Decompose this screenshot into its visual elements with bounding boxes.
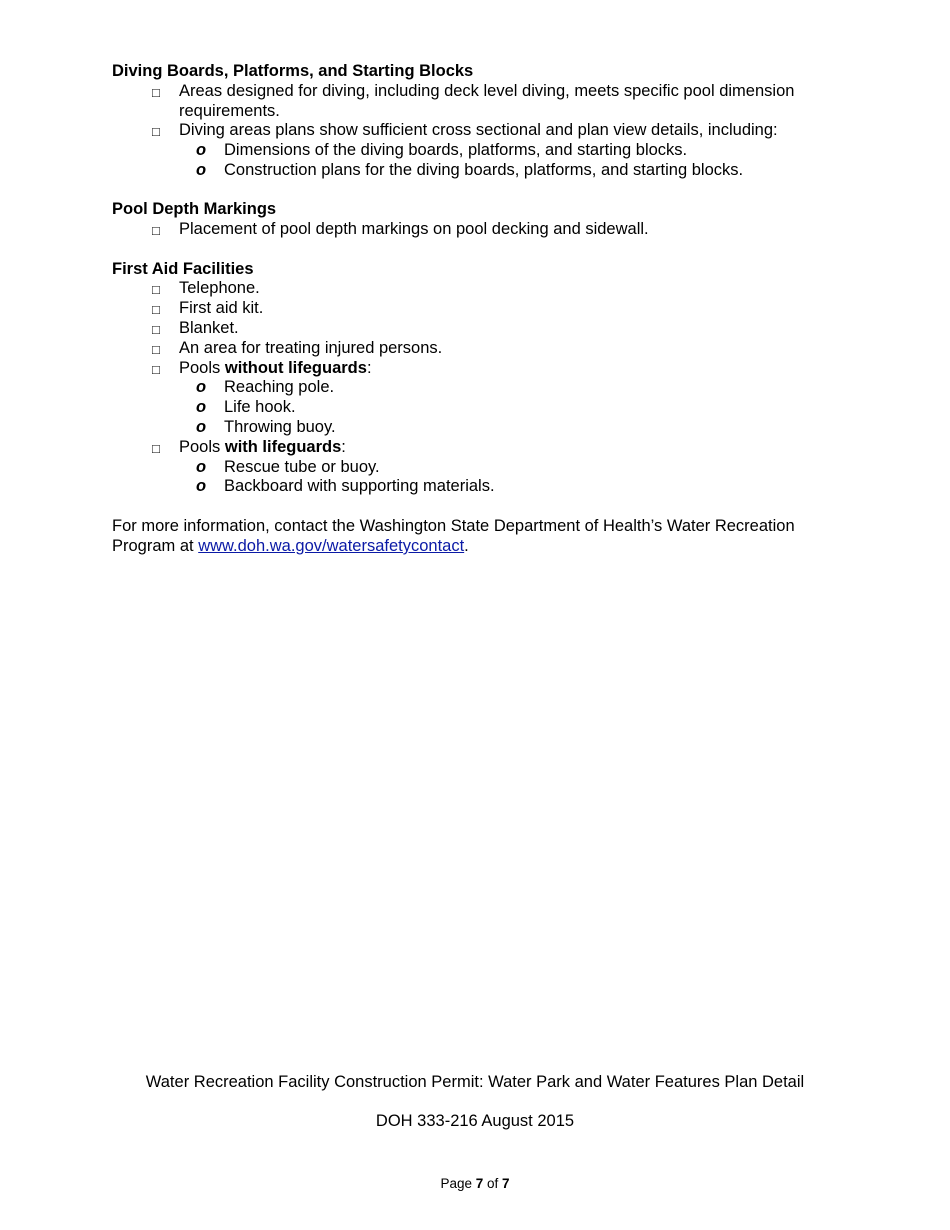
section-heading: Pool Depth Markings: [112, 200, 277, 219]
sublist-item-text: Backboard with supporting materials.: [224, 477, 495, 496]
list-item-text: Blanket.: [179, 318, 239, 337]
list-item-text: First aid kit.: [179, 299, 264, 318]
checklist: [112, 220, 842, 240]
checkbox-bullet-icon: □: [152, 223, 160, 239]
checklist: [112, 82, 842, 181]
list-item-text: Telephone.: [179, 279, 260, 298]
sublist: [179, 458, 842, 498]
item-suffix: :: [341, 437, 346, 456]
circle-bullet-icon: o: [196, 160, 207, 179]
circle-bullet-icon: o: [196, 457, 207, 476]
circle-bullet-icon: o: [196, 378, 207, 397]
sublist-item: [196, 141, 842, 161]
sublist-item-text: Rescue tube or buoy.: [224, 457, 380, 476]
circle-bullet-icon: o: [196, 417, 207, 436]
list-item: [152, 338, 842, 359]
checkbox-bullet-icon: □: [152, 302, 160, 318]
page-label: Page: [440, 1176, 476, 1191]
circle-bullet-icon: o: [196, 398, 207, 417]
contact-end: .: [464, 536, 469, 555]
sublist-item: [196, 378, 842, 398]
page-of: of: [483, 1176, 503, 1191]
sublist-item-text: Reaching pole.: [224, 378, 335, 397]
section-depth-markings: [112, 200, 842, 240]
section-heading: Diving Boards, Platforms, and Starting Blocks: [112, 62, 474, 80]
sublist-item-text: Throwing buoy.: [224, 417, 336, 436]
sublist-item: [196, 477, 842, 497]
sublist-item-text: Dimensions of the diving boards, platforms, and starting blocks.: [224, 141, 688, 160]
sublist: [179, 141, 842, 181]
list-item-text: An area for treating injured persons.: [179, 338, 443, 357]
list-item: [152, 220, 842, 240]
checkbox-bullet-icon: □: [152, 124, 160, 140]
checklist: [112, 279, 842, 497]
list-item: [152, 318, 842, 339]
list-item: [152, 279, 842, 299]
list-item: [152, 81, 842, 122]
item-prefix: Pools: [179, 358, 225, 377]
sublist-item: [196, 457, 842, 478]
page-number: [0, 1174, 950, 1194]
footer-doc-number: DOH 333-216 August 2015: [375, 1112, 575, 1130]
sublist-item-text: Construction plans for the diving boards, platforms, and starting blocks.: [224, 160, 744, 179]
section-first-aid: [112, 260, 842, 498]
contact-text: For more information, contact the Washington State Department of Health’s Water Recreation Program at: [112, 517, 795, 555]
sublist: [179, 378, 842, 437]
page-total: 7: [502, 1176, 510, 1191]
list-item-text: [179, 438, 346, 456]
sublist-item-text: Life hook.: [224, 398, 296, 417]
item-prefix: Pools: [179, 437, 225, 456]
item-emphasis: with lifeguards: [224, 437, 342, 456]
item-suffix: :: [366, 358, 372, 377]
watersafety-contact-link[interactable]: www.doh.wa.gov/watersafetycontact: [198, 536, 465, 555]
item-emphasis: without lifeguards: [224, 358, 367, 377]
list-item-text: [179, 359, 372, 377]
circle-bullet-icon: o: [196, 477, 207, 496]
footer-title: Water Recreation Facility Construction Permit: Water Park and Water Features Plan Detail: [145, 1073, 805, 1091]
checkbox-bullet-icon: □: [152, 282, 160, 298]
sublist-item: [196, 398, 842, 418]
list-item: [152, 437, 842, 497]
section-diving: [112, 62, 842, 181]
checkbox-bullet-icon: □: [152, 341, 160, 357]
list-item-text: Areas designed for diving, including deck level diving, meets specific pool dimension requirements.: [179, 81, 795, 120]
checkbox-bullet-icon: □: [152, 84, 160, 100]
checkbox-bullet-icon: □: [152, 440, 160, 456]
sublist-item: [196, 417, 842, 438]
page-current: 7: [475, 1176, 484, 1191]
checkbox-bullet-icon: □: [152, 361, 160, 377]
circle-bullet-icon: o: [196, 141, 207, 160]
sublist-item: [196, 160, 842, 181]
list-item: [152, 358, 842, 438]
page-content: [112, 62, 842, 573]
list-item: [152, 121, 842, 180]
checkbox-bullet-icon: □: [152, 321, 160, 337]
list-item: [152, 299, 842, 319]
list-item-text: Placement of pool depth markings on pool decking and sidewall.: [179, 220, 649, 239]
contact-paragraph: [112, 517, 842, 557]
list-item-text: Diving areas plans show sufficient cross sectional and plan view details, including:: [179, 121, 778, 140]
section-heading: First Aid Facilities: [112, 259, 254, 278]
